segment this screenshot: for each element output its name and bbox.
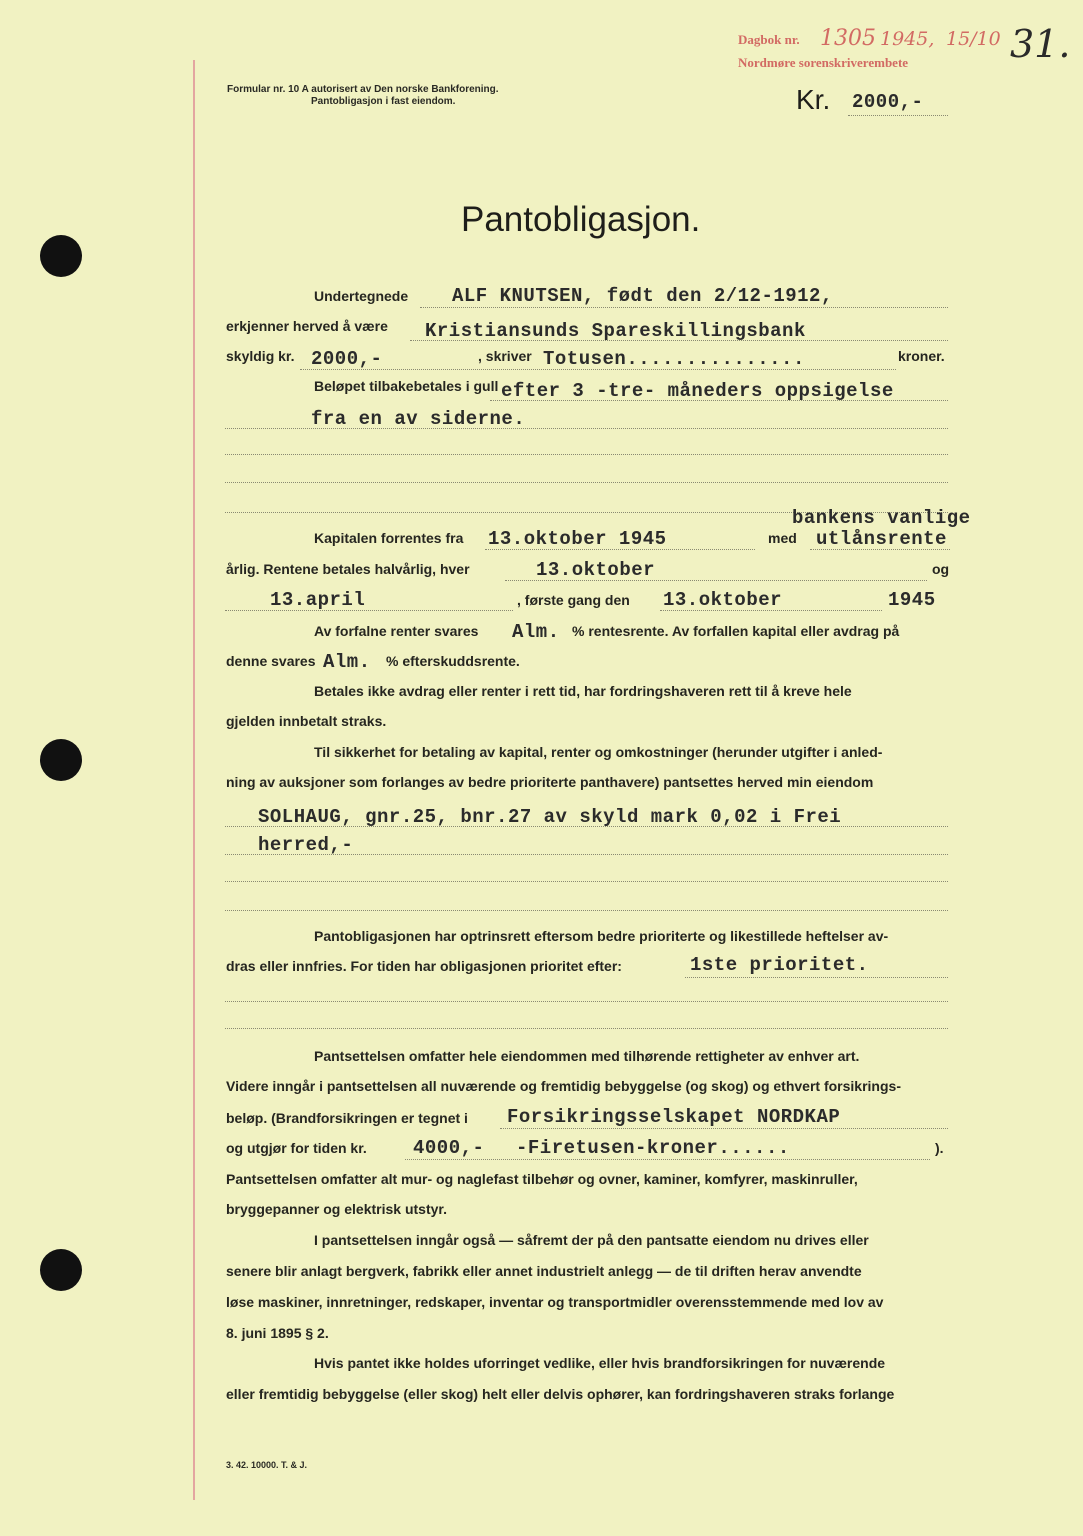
interest-date-2: 13.april bbox=[270, 589, 366, 611]
forste-label: , første gang den bbox=[517, 592, 630, 608]
registry-stamp-label: Dagbok nr. bbox=[738, 32, 800, 47]
interest-rate-1: bankens vanlige bbox=[792, 507, 971, 529]
optrinsrett-text-1: Pantobligasjonen har optrinsrett eftersom bedre prioriterte og likestillede heftelser av- bbox=[314, 928, 889, 944]
form-line-2: Pantobligasjon i fast eiendom. bbox=[311, 96, 456, 107]
denne-text-a: denne svares bbox=[226, 653, 316, 669]
betales-text-2: gjelden innbetalt straks. bbox=[226, 713, 387, 729]
printer-mark: 3. 42. 10000. T. & J. bbox=[226, 1460, 308, 1470]
amount-in-words: Totusen............... bbox=[543, 348, 805, 370]
kr-amount: 2000,- bbox=[852, 91, 924, 113]
forfalne-text-b: % rentesrente. Av forfallen kapital eller avdrag på bbox=[572, 623, 900, 639]
creditor-name: Kristiansunds Spareskillingsbank bbox=[425, 320, 806, 342]
skyldig-label: skyldig kr. bbox=[226, 348, 295, 364]
pants-text-4: Pantsettelsen omfatter alt mur- og naglefast tilbehør og ovner, kaminer, komfyrer, maskinruller, bbox=[226, 1171, 858, 1187]
priority: 1ste prioritet. bbox=[690, 954, 869, 976]
debtor-name: ALF KNUTSEN, født den 2/12-1912, bbox=[452, 285, 833, 307]
insured-amount-words: -Firetusen-kroner...... bbox=[516, 1137, 790, 1159]
property-description-2: herred,- bbox=[258, 834, 354, 856]
denne-alm: Alm. bbox=[323, 651, 371, 673]
punch-hole-bottom bbox=[40, 1249, 82, 1291]
interest-rate-2: utlånsrente bbox=[816, 528, 947, 550]
repayment-terms-2: fra en av siderne. bbox=[311, 408, 526, 430]
first-payment-date: 13.oktober bbox=[663, 589, 783, 611]
punch-hole-top bbox=[40, 235, 82, 277]
med-label: med bbox=[768, 530, 797, 546]
first-payment-year: 1945 bbox=[888, 589, 936, 611]
repayment-terms-1: efter 3 -tre- måneders oppsigelse bbox=[501, 380, 894, 402]
undertegnede-label: Undertegnede bbox=[314, 288, 409, 304]
registry-date: 15/10 bbox=[946, 28, 1001, 50]
registry-year: 1945, bbox=[880, 28, 935, 50]
page-number: 31. bbox=[1010, 22, 1071, 66]
property-description-1: SOLHAUG, gnr.25, bnr.27 av skyld mark 0,02 i Frei bbox=[258, 806, 842, 828]
punch-hole-middle bbox=[40, 739, 82, 781]
ogsa-text-1: I pantsettelsen inngår også — såfremt der på den pantsatte eiendom nu drives eller bbox=[314, 1232, 869, 1248]
ogsa-text-3: løse maskiner, innretninger, redskaper, inventar og transportmidler overensstemmende med lov av bbox=[226, 1294, 884, 1310]
interest-date-1: 13.oktober bbox=[536, 559, 656, 581]
sikkerhet-text-1: Til sikkerhet for betaling av kapital, renter og omkostninger (herunder utgifter i anled- bbox=[314, 744, 883, 760]
kapital-label: Kapitalen forrentes fra bbox=[314, 530, 464, 546]
pants-text-2: Videre inngår i pantsettelsen all nuværende og fremtidig bebyggelse (og skog) og ethvert forsikrings- bbox=[226, 1078, 901, 1094]
utgjor-label: og utgjør for tiden kr. bbox=[226, 1140, 367, 1156]
page-title: Pantobligasjon. bbox=[461, 200, 701, 239]
kroner-label: kroner. bbox=[898, 348, 945, 364]
arlig-label: årlig. Rentene betales halvårlig, hver bbox=[226, 561, 470, 577]
skriver-label: , skriver bbox=[478, 348, 532, 364]
pants-text-1: Pantsettelsen omfatter hele eiendommen med tilhørende rettigheter av enhver art. bbox=[314, 1048, 860, 1064]
insurer-name: Forsikringsselskapet NORDKAP bbox=[507, 1106, 841, 1128]
belopet-label: Beløpet tilbakebetales i gull bbox=[314, 378, 499, 394]
erkjenner-label: erkjenner herved å være bbox=[226, 318, 388, 334]
forfalne-alm: Alm. bbox=[512, 621, 560, 643]
pants-text-5: bryggepanner og elektrisk utstyr. bbox=[226, 1201, 447, 1217]
registry-office: Nordmøre sorenskriverembete bbox=[738, 55, 909, 70]
utgjor-close: ). bbox=[935, 1140, 944, 1156]
ogsa-text-2: senere blir anlagt bergverk, fabrikk eller annet industrielt anlegg — de til driften herav anvendte bbox=[226, 1263, 862, 1279]
pants-text-3: beløp. (Brandforsikringen er tegnet i bbox=[226, 1110, 468, 1126]
kr-label: Kr. bbox=[796, 84, 831, 115]
form-line-1: Formular nr. 10 A autorisert av Den norske Bankforening. bbox=[227, 84, 499, 95]
ogsa-text-4: 8. juni 1895 § 2. bbox=[226, 1325, 329, 1341]
registry-number: 1305 bbox=[820, 26, 876, 51]
interest-from-date: 13.oktober 1945 bbox=[488, 528, 667, 550]
hvis-text-2: eller fremtidig bebyggelse (eller skog) helt eller delvis ophører, kan fordringshaveren straks forlange bbox=[226, 1386, 895, 1402]
hvis-text-1: Hvis pantet ikke holdes uforringet vedlike, eller hvis brandforsikringen for nuværende bbox=[314, 1355, 886, 1371]
margin-rule bbox=[193, 60, 195, 1500]
betales-text-1: Betales ikke avdrag eller renter i rett tid, har fordringshaveren rett til å kreve hele bbox=[314, 683, 852, 699]
forfalne-text-a: Av forfalne renter svares bbox=[314, 623, 479, 639]
insured-amount: 4000,- bbox=[413, 1137, 485, 1159]
sikkerhet-text-2: ning av auksjoner som forlanges av bedre prioriterte panthavere) pantsettes herved min eiendom bbox=[226, 774, 874, 790]
denne-text-b: % efterskuddsrente. bbox=[386, 653, 520, 669]
skyldig-amount: 2000,- bbox=[311, 348, 383, 370]
optrinsrett-text-2: dras eller innfries. For tiden har obligasjonen prioritet efter: bbox=[226, 958, 622, 974]
og-label: og bbox=[932, 561, 950, 577]
